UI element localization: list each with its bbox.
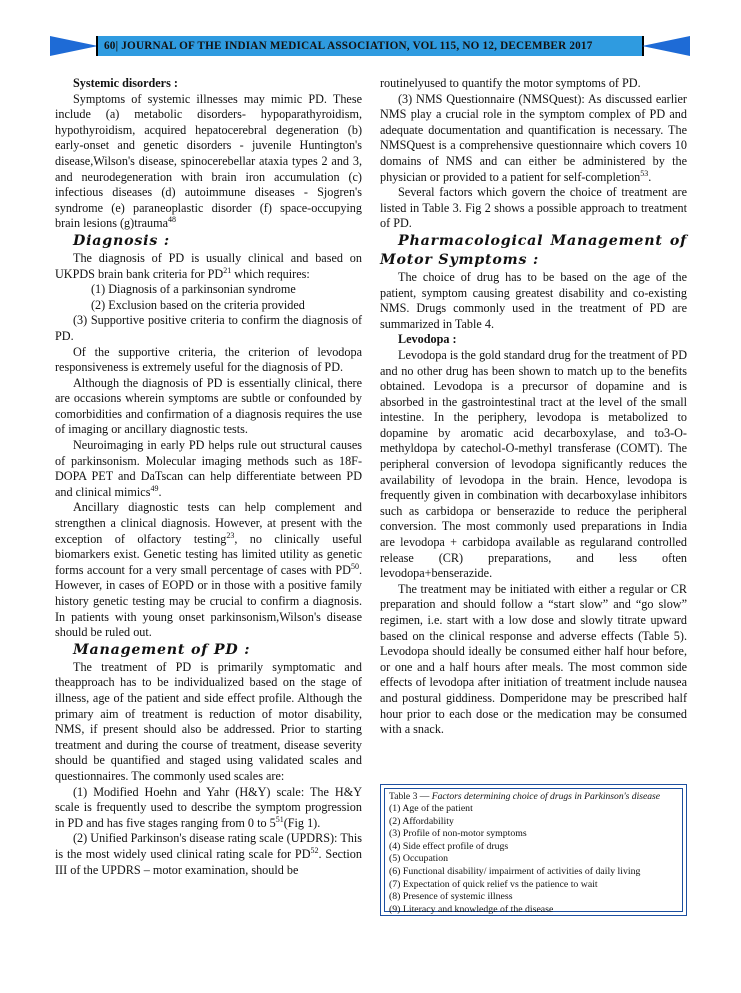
table-row: (7) Expectation of quick relief vs the patience to wait [389,878,598,890]
factors-paragraph: Several factors which govern the choice of treatment are listed in Table 3. Fig 2 shows a possible approach to treatment of PD. [380,185,687,231]
diagnosis-item-1: (1) Diagnosis of a parkinsonian syndrome [91,282,296,297]
nms-quest-paragraph: (3) NMS Questionnaire (NMSQuest): As discussed earlier NMS play a crucial role in the symptom complex of PD and adequate documentation and quantification is necessary. The NMSQuest is a comprehensive questionnaire which covers 10 domains of NMS and can either be administered by the physician or provided to a patient for self-completion$^{53}$. [380,91,687,184]
table-row: (9) Literacy and knowledge of the disease [389,903,554,915]
systemic-paragraph: Symptoms of systemic illnesses may mimic PD. These include (a) metabolic disorders- hypoparathyroidism, hypothyroidism, acquired hepatocerebral degeneration (b) early-onset and genetic disorders - juvenile Huntington's disease,Wilson's disease, spinocerebellar ataxia types 2 and 3, and neurodegeneration with brain iron accumulation (c) infectious diseases (d) autoimmune diseases - Sjogren's syndrome (e) paraneoplastic disorder (f) space-occupying brain lesions (g)trauma$^{48}$ [55,91,362,231]
diagnosis-paragraph-3: Although the diagnosis of PD is essentially clinical, there are occasions wherein symptoms are subtle or confounded by comorbidities and confirmation of a diagnosis requires the use of imaging or ancillary diagnostic tests. [55,375,362,437]
table-3-box [380,784,687,916]
diagnosis-item-3: (3) Supportive positive criteria to confirm the diagnosis of PD. [55,313,362,343]
table-row: (4) Side effect profile of drugs [389,840,509,852]
table-row: (8) Presence of systemic illness [389,891,513,903]
management-paragraph-2: (1) Modified Hoehn and Yahr (H&Y) scale: The H&Y scale is frequently used to describe the symptom progression in PD and has five stages ranging from 0 to $5^{51}(Fig$ 1). [55,784,362,830]
diagnosis-paragraph-1: The diagnosis of PD is usually clinical and based on UKPDS brain bank criteria for PD$^{21}$ which requires: [55,250,362,281]
left-column [55,76,362,878]
table-row: (6) Functional disability/ impairment of activities of daily living [389,865,641,877]
table-row: (5) Occupation [389,853,449,865]
header-right-arrow [642,36,690,56]
management-paragraph-1: The treatment of PD is primarily symptomatic and theapproach has to be individualized based on the stage of illness, age of the patient and side effect profile. Although the primary aim of treatment is reduction of motor disability, NMS, if present should also be addressed. Prior to starting treatment and during the course of treatment, disease severity should be quantified and staged using validated scales and questionnaires. The commonly used scales are: [55,659,362,783]
table-row: (2) Affordability [389,815,454,827]
management-heading: Management of PD : [73,641,251,658]
diagnosis-paragraph-5: Ancillary diagnostic tests can help complement and strengthen a clinical diagnosis. However, at present with the exception of olfactory testing$^{23}$, no clinically useful biomarkers exist. Genetic testing has limited utility as genetic forms account for a very small percentage of cases with PD$^{50}$. However, in cases of EOPD or in those with a positive family history genetic testing may be crucial to confirm a diagnosis. In patients with young onset parkinsonism,Wilson's disease should be ruled out. [55,500,362,640]
table-3-inner-border [384,788,683,915]
diagnosis-heading: Diagnosis : [73,232,170,249]
continuation-paragraph: routinelyused to quantify the motor symptoms of PD. [380,76,641,90]
table-row: (3) Profile of non-motor symptoms [389,828,527,840]
management-paragraph-3: (2) Unified Parkinson's disease rating scale (UPDRS): This is the most widely used clinical rating scale for PD$^{52}$. Section III of the UPDRS – motor examination, should be [55,831,362,877]
pharmacological-paragraph: The choice of drug has to be based on the age of the patient, symptom causing greatest disability and co-existing NMS. Drugs commonly used in the treatment of PD are summarized in Table 4. [380,269,687,331]
diagnosis-paragraph-4: Neuroimaging in early PD helps rule out structural causes of parkinsonism. Molecular imaging methods such as 18F-DOPA PET and DaTscan can help differentiate between PD and clinical mimics$^{49}$. [55,438,362,499]
table-3-caption: Table 3 — Factors determining choice of drugs in Parkinson's disease [389,791,661,802]
table-row: (1) Age of the patient [389,803,473,814]
right-column [380,76,687,738]
pharmacological-heading: Pharmacological Management of Motor Symptoms : [380,232,687,268]
diagnosis-paragraph-2: Of the supportive criteria, the criterion of levodopa responsiveness is extremely useful for the diagnosis of PD. [55,344,362,375]
levodopa-paragraph-1: Levodopa is the gold standard drug for the treatment of PD and no other drug has been shown to match up to the benefits obtained. Levodopa is a precursor of dopamine and is absorbed in the gastrointestinal tract at the level of the small intestine. In the periphery, levodopa is metabolized to dopamine by aromatic acid decarboxylase, and to3-O-methyldopa by catechol-O-methyl transferase (COMT). The peripheral conversion of levodopa significantly reduces the availability of levodopa in the brain. Hence, levodopa is frequently given in combination with decarboxylase inhibitors such as carbidopa or benserazide to reduce the peripheral conversion. The most commonly used preparations in India are levodopa + carbidopa available as regularand controlled release (CR) preparations, and less often levodopa+benserazide. [380,347,687,581]
diagnosis-item-2: (2) Exclusion based on the criteria provided [91,297,305,312]
systemic-disorders-heading: Systemic disorders : [73,76,178,90]
header-left-arrow [50,36,98,56]
levodopa-heading: Levodopa : [398,332,457,347]
running-header: 60| JOURNAL OF THE INDIAN MEDICAL ASSOCIATION, VOL 115, NO 12, DECEMBER 2017 [104,40,593,52]
levodopa-paragraph-2: The treatment may be initiated with either a regular or CR preparation and should follow a “start slow” and “go slow” regimen, i.e. start with a low dose and slowly titrate upward based on the clinical response and adverse effects (Table 5). Levodopa should ideally be consumed either half hour before, or one and a half hours after meals. The most common side effects of levodopa after initiation of treatment include nausea and postural giddiness. Domperidone may be prescribed half hour prior to each dose or the medication may be consumed with a snack. [380,581,687,737]
